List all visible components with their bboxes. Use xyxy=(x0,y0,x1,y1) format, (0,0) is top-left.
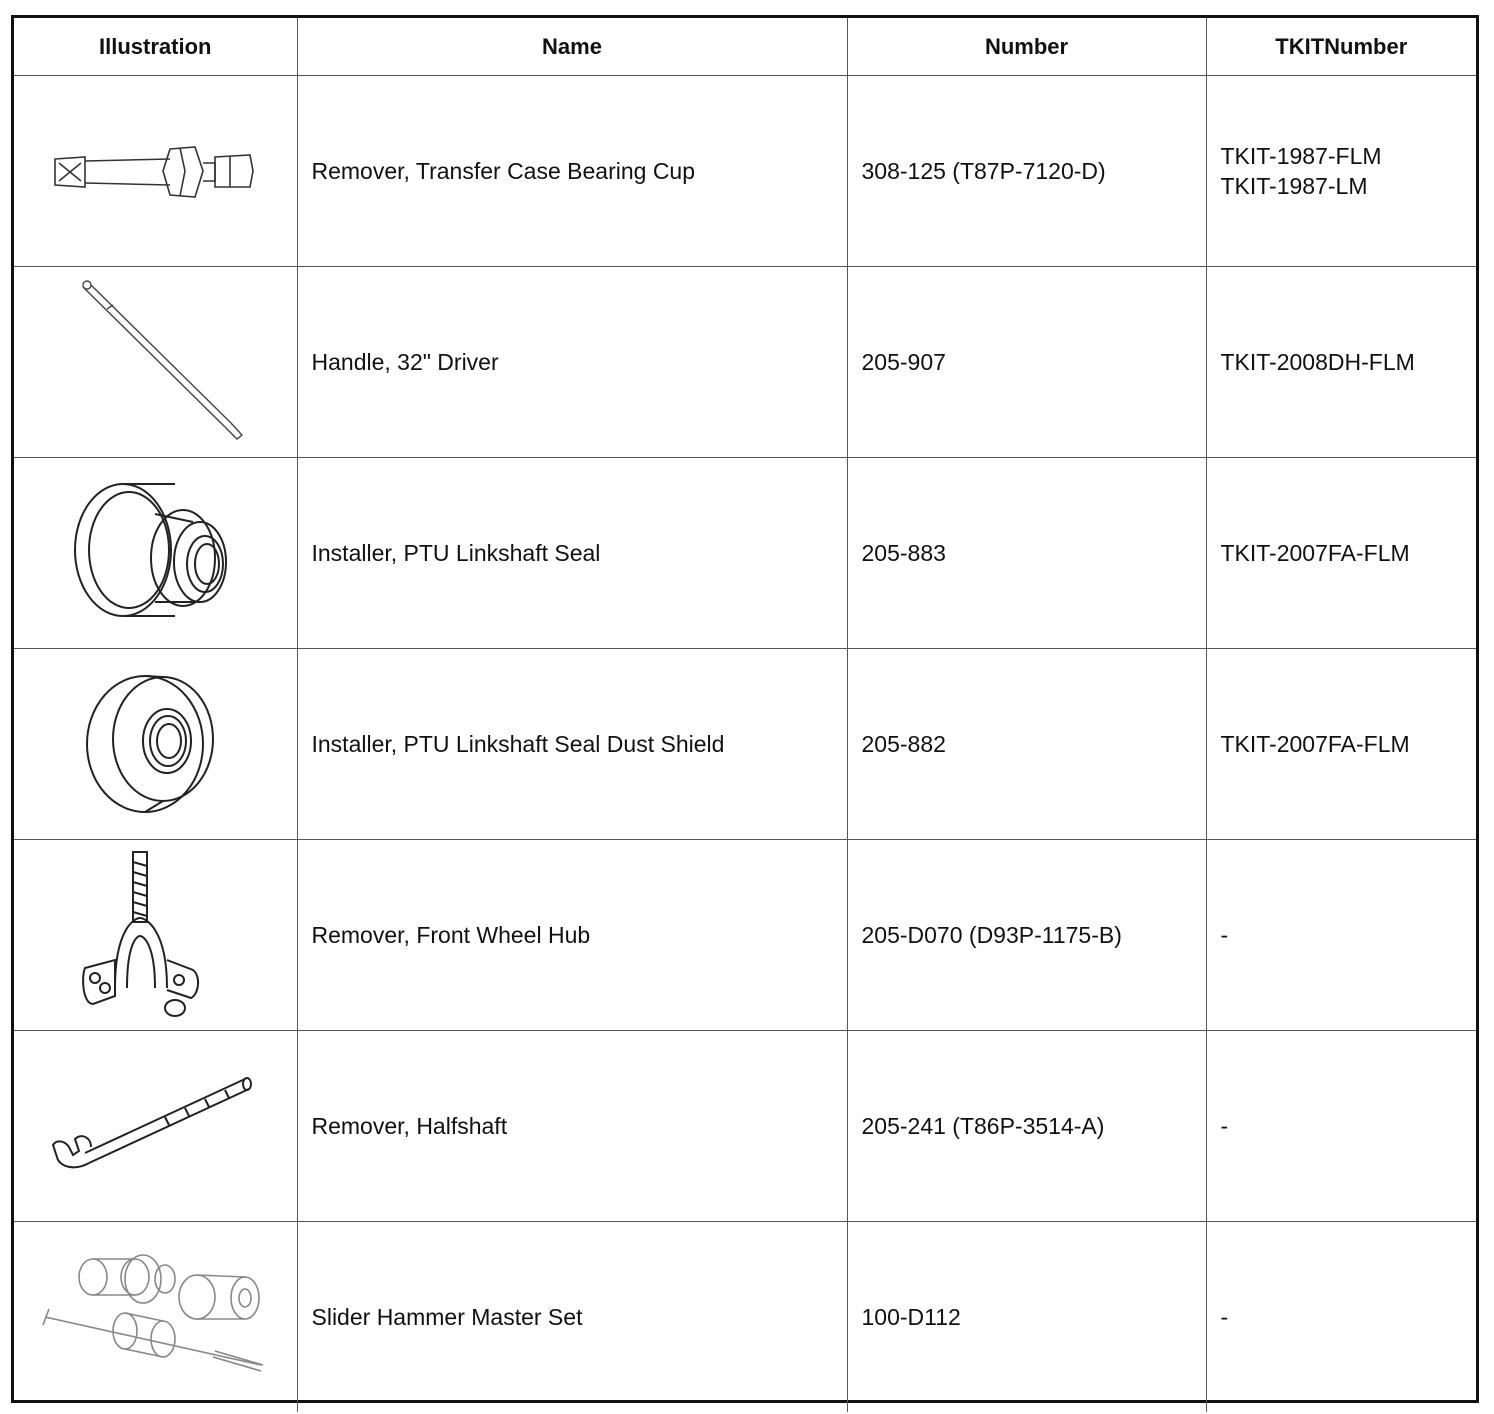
special-tools-table xyxy=(14,18,1476,1412)
tkit-number: - xyxy=(1206,840,1476,1031)
tkit-number: TKIT-2008DH-FLM xyxy=(1206,267,1476,458)
halfshaft-remover-icon xyxy=(45,1071,265,1181)
special-tools-table-frame xyxy=(11,15,1479,1403)
dust-shield-installer-icon xyxy=(75,669,235,819)
tool-name: Remover, Transfer Case Bearing Cup xyxy=(297,76,847,267)
bearing-cup-remover-icon xyxy=(45,131,265,211)
driver-handle-icon xyxy=(45,277,265,447)
table-row xyxy=(14,458,1476,649)
tkit-number: TKIT-1987-FLM TKIT-1987-LM xyxy=(1206,76,1476,267)
table-row xyxy=(14,1222,1476,1413)
header-number: Number xyxy=(847,18,1206,76)
tool-number: 205-882 xyxy=(847,649,1206,840)
tkit-number: TKIT-2007FA-FLM xyxy=(1206,458,1476,649)
tool-name: Remover, Halfshaft xyxy=(297,1031,847,1222)
tool-number: 205-907 xyxy=(847,267,1206,458)
tool-name: Slider Hammer Master Set xyxy=(297,1222,847,1413)
table-row xyxy=(14,76,1476,267)
table-header-row xyxy=(14,18,1476,76)
tkit-number: - xyxy=(1206,1222,1476,1413)
tkit-number: TKIT-2007FA-FLM xyxy=(1206,649,1476,840)
table-row xyxy=(14,840,1476,1031)
tool-number: 100-D112 xyxy=(847,1222,1206,1413)
tool-name: Remover, Front Wheel Hub xyxy=(297,840,847,1031)
table-row xyxy=(14,649,1476,840)
header-name: Name xyxy=(297,18,847,76)
slide-hammer-set-icon xyxy=(35,1247,275,1387)
seal-installer-icon xyxy=(65,478,245,628)
tool-name: Handle, 32" Driver xyxy=(297,267,847,458)
tkit-number: - xyxy=(1206,1031,1476,1222)
tool-name: Installer, PTU Linkshaft Seal xyxy=(297,458,847,649)
table-row xyxy=(14,1031,1476,1222)
wheel-hub-remover-icon xyxy=(75,848,235,1023)
tool-number: 205-D070 (D93P-1175-B) xyxy=(847,840,1206,1031)
tool-name: Installer, PTU Linkshaft Seal Dust Shield xyxy=(297,649,847,840)
table-row xyxy=(14,267,1476,458)
header-tkit-number: TKITNumber xyxy=(1206,18,1476,76)
tool-number: 308-125 (T87P-7120-D) xyxy=(847,76,1206,267)
tool-number: 205-883 xyxy=(847,458,1206,649)
tool-number: 205-241 (T86P-3514-A) xyxy=(847,1031,1206,1222)
header-illustration: Illustration xyxy=(14,18,297,76)
